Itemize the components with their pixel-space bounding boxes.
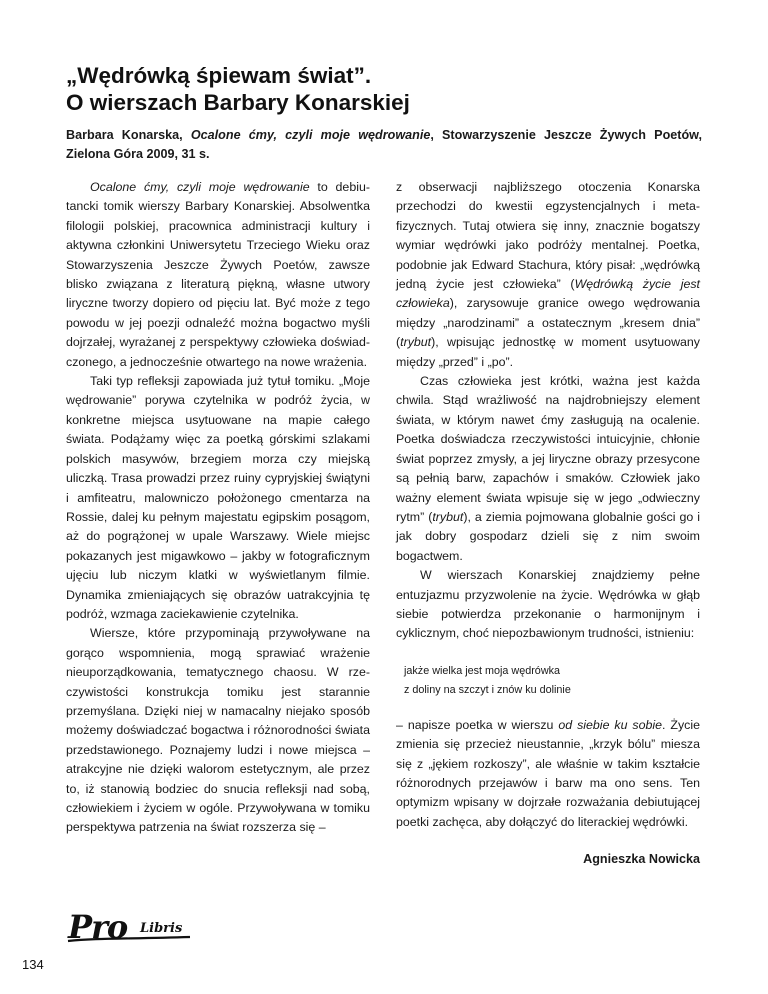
- page-number: 134: [22, 957, 44, 972]
- paragraph-text: ), a ziemia pojmowana globalnie gości go i jak dobry gospodarz dzieli się z nim swoim bogactwem.: [396, 509, 701, 563]
- paragraph-text: ), wpisując jednostkę w moment usytuowany między „przed” i „po”.: [396, 335, 700, 369]
- paragraph: Taki typ refleksji zapowiada już tytuł tomiku. „Moje wędrowanie” porywa czytelnika w podróż życia, w konkretne miejsca usytuowane na mapie całego świata. Podążamy więc za poetką górskimi szlakami polskich masywów, brzegiem morza czy miejską uliczką. Trasa prowadzi przez ruiny cypryjskiej świątyni i amfiteatru, malowniczo położonego cmentarza na Rossie, dalej ku pełnym majestatu egipskim posągom, aż do pogrążonej w upale Warszawy. Wiele miejsc pokazanych jest migawkowo – jakby w fotograficznym ujęciu lub niczym klatki w wyświetlanym filmie. Dynamika zmieniających się obrazów uatrakcyjnia tę podróż, wzmaga zaciekawienie czytelnika.: [66, 374, 370, 621]
- paragraph-text: – napisze poetka w wierszu: [396, 717, 559, 732]
- italic-citation: trybut: [432, 509, 464, 524]
- book-title-italic: Ocalone ćmy, czyli moje wędrowanie: [90, 180, 310, 194]
- paragraph-text: Czas człowieka jest krótki, ważna jest każda chwila. Stąd wrażliwość na najdrobniejszy element świata, w którym nawet ćmy zasługują na ocalenie. Poetka doświadcza rzeczywistości intuicyjnie, chłonie świat poprzez zmysły, a jej liryczne obrazy przesycone są pełnią barw, zapachów i smaków. Człowiek jako ważny element świata wpisuje się w jego „odwieczny rytm” (: [396, 374, 700, 524]
- paragraph-text: to debiutancki tomik wierszy Barbary Konarskiej. Absolwentka filologii polskiej, pracownica administracji kultury i aktywna członkini Uniwersytetu Trzeciego Wieku oraz Stowarzyszenia Jeszcze Żywych Poetów, zawsze blisko związana z literaturą piękną, własne utwory liryczne tworzy dopiero od pięciu lat. Być może z tego powodu w jej poezji odnaleźć można bogactwo myśli dojrzałej, wyrażanej z perspektywy człowieka doświadczonego, a jednocześnie otwartego na nowe wrażenia.: [66, 180, 370, 369]
- paragraph: Wiersze, które przypominają przywoływane na gorąco wspomnienia, mogą sprawiać wrażenie nieuporządkowania, tematycznego chaosu. W rzeczywistości konstrukcja tomiku jest starannie przemyślana. Dzięki niej w namacalny niejako sposób możemy doświadczać bogactwa i różnorodności świata przedstawionego. Poznajemy ludzi i nowe miejsca – atrakcyjne nie dzięki walorom estetycznym, ale przez to, iż stanowią bodziec do snucia refleksji nad sobą, człowiekiem i życiem w ogóle. Przywoływana w tomiku perspektywa patrzenia na świat rozszerza się –: [66, 626, 370, 835]
- review-author: Agnieszka Nowicka: [583, 852, 700, 867]
- logo-main-text: Pro: [68, 908, 128, 946]
- paragraph: [66, 178, 370, 372]
- pro-libris-logo: [66, 908, 196, 948]
- right-column: [396, 178, 700, 870]
- paragraph: W wierszach Konarskiej znajdziemy pełne entuzjazmu przyzwolenie na życie. Wędrówka w głąb siebie potwierdza przekonanie o harmonijnym i cyklicznym, choć niepozbawionym trudności, istnieniu:: [396, 568, 700, 641]
- italic-citation: trybut: [400, 335, 432, 350]
- italic-citation: od siebie ku sobie: [558, 717, 663, 732]
- bibliography-book-title: Ocalone ćmy, czyli moje wędrowanie: [190, 128, 431, 142]
- article-title-line-2: O wierszach Barbary Konarskiej: [66, 90, 410, 115]
- paragraph-text: ), zarysowuje granice owego wędrowania między „narodzinami” a ostatecznym „kresem dnia” (: [396, 296, 700, 350]
- paragraph: [396, 178, 700, 372]
- article-title-line-1: „Wędrówką śpiewam świat”.: [66, 63, 372, 88]
- italic-citation: Wędrówką życie jest człowieka: [396, 277, 700, 311]
- bibliography-author: Barbara Konarska,: [66, 128, 191, 142]
- poem-quote: [404, 662, 700, 700]
- paragraph: [396, 372, 700, 566]
- bibliographic-note: [66, 126, 702, 164]
- poem-quote-line-1: jakże wielka jest moja wędrówka: [404, 664, 561, 677]
- article-title: [66, 62, 706, 116]
- bibliography-details: , Stowarzyszenie Jeszcze Żywych Poetów, Zielona Góra 2009, 31 s.: [66, 128, 702, 161]
- logo-sub-text: Libris: [140, 921, 183, 936]
- paragraph-text: z obserwacji najbliższego otoczenia Konarska przechodzi do kwestii egzystencjalnych i metafizycznych. Tutaj otwiera się inny, znacznie bogatszy wymiar wędrówki jako podróży mentalnej. Poetka, podobnie jak Edward Stachura, który pisał: „wędrówką jedną życie jest człowieka” (: [396, 180, 700, 292]
- poem-quote-line-2: z doliny na szczyt i znów ku dolinie: [404, 683, 571, 696]
- paragraph-text: . Życie zmienia się przecież nieustannie, „krzyk bólu” miesza się z „jękiem rozkoszy”, ale właśnie w takim kształcie różnorodnych przejawów i barw ma ono sens. Ten optymizm wpisany w dojrzałe rozważania debiutującej poetki zachęca, aby dołączyć do literackiej wędrówki.: [396, 717, 700, 829]
- paragraph: [396, 716, 700, 832]
- left-column: [66, 178, 370, 838]
